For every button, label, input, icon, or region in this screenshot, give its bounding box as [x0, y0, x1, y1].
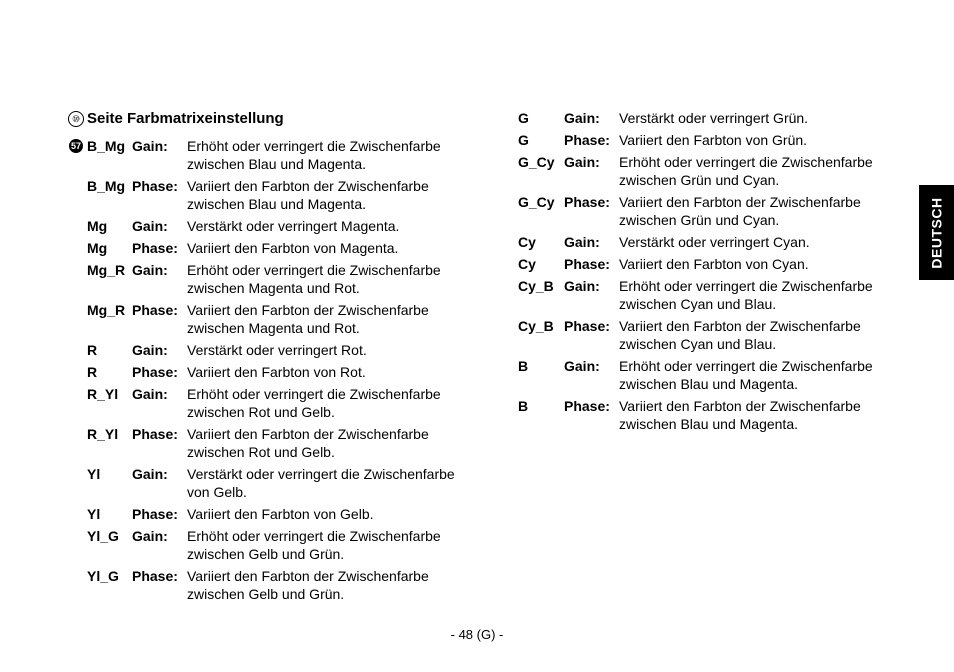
parameter-kind: Phase: — [132, 240, 178, 256]
parameter-code: G — [518, 132, 529, 148]
parameter-code: Cy_B — [518, 318, 554, 334]
parameter-code: B_Mg — [87, 178, 126, 194]
right-parameter-list — [518, 109, 889, 437]
parameter-kind: Phase: — [132, 302, 178, 318]
list-item — [87, 363, 462, 381]
parameter-code: R_Yl — [87, 386, 119, 402]
parameter-description: Variiert den Farbton der Zwischenfarbe zwischen Cyan und Blau. — [619, 318, 861, 352]
parameter-code: Mg_R — [87, 302, 126, 318]
parameter-code: Yl_G — [87, 528, 119, 544]
list-item — [87, 567, 462, 603]
list-item — [518, 317, 889, 353]
list-item — [87, 341, 462, 359]
parameter-description: Erhöht oder verringert die Zwischenfarbe zwischen Rot und Gelb. — [187, 386, 441, 420]
page-number: - 48 (G) - — [450, 627, 504, 642]
parameter-code: Cy — [518, 234, 536, 250]
parameter-kind: Gain: — [564, 154, 600, 170]
parameter-kind: Gain: — [564, 110, 600, 126]
parameter-kind: Gain: — [132, 218, 168, 234]
list-item — [87, 261, 462, 297]
parameter-kind: Gain: — [132, 466, 168, 482]
parameter-kind: Gain: — [132, 342, 168, 358]
parameter-kind: Phase: — [564, 398, 610, 414]
parameter-kind: Gain: — [564, 278, 600, 294]
parameter-kind: Gain: — [132, 386, 168, 402]
parameter-description: Erhöht oder verringert die Zwischenfarbe zwischen Gelb und Grün. — [187, 528, 441, 562]
parameter-description: Verstärkt oder verringert Rot. — [187, 342, 367, 358]
parameter-description: Erhöht oder verringert die Zwischenfarbe zwischen Blau und Magenta. — [619, 358, 873, 392]
parameter-description: Erhöht oder verringert die Zwischenfarbe zwischen Cyan und Blau. — [619, 278, 873, 312]
parameter-code: Cy_B — [518, 278, 554, 294]
parameter-code: Cy — [518, 256, 536, 272]
parameter-code: R_Yl — [87, 426, 119, 442]
parameter-code: Mg — [87, 218, 108, 234]
parameter-description: Verstärkt oder verringert Magenta. — [187, 218, 400, 234]
list-item — [87, 527, 462, 563]
parameter-kind: Gain: — [564, 234, 600, 250]
language-tab-label: DEUTSCH — [928, 196, 945, 269]
parameter-code: B — [518, 398, 529, 414]
parameter-description: Variiert den Farbton von Magenta. — [187, 240, 399, 256]
list-item — [87, 465, 462, 501]
section-title: Seite Farbmatrixeinstellung — [87, 110, 284, 127]
list-item — [87, 301, 462, 337]
list-item — [87, 239, 462, 257]
parameter-kind: Phase: — [564, 194, 610, 210]
parameter-kind: Gain: — [132, 528, 168, 544]
parameter-kind: Gain: — [132, 262, 168, 278]
parameter-code: R — [87, 342, 98, 358]
list-item — [518, 233, 889, 251]
parameter-description: Variiert den Farbton von Grün. — [619, 132, 808, 148]
parameter-code: Mg_R — [87, 262, 126, 278]
parameter-kind: Phase: — [132, 364, 178, 380]
parameter-description: Variiert den Farbton der Zwischenfarbe zwischen Blau und Magenta. — [187, 178, 429, 212]
parameter-kind: Phase: — [132, 178, 178, 194]
parameter-description: Variiert den Farbton der Zwischenfarbe zwischen Blau und Magenta. — [619, 398, 861, 432]
parameter-code: Yl_G — [87, 568, 119, 584]
section-number-badge: ⑩ — [68, 111, 84, 127]
list-item — [518, 109, 889, 127]
parameter-kind: Phase: — [132, 568, 178, 584]
parameter-kind: Gain: — [564, 358, 600, 374]
parameter-code: Yl — [87, 506, 101, 522]
parameter-description: Variiert den Farbton der Zwischenfarbe zwischen Grün und Cyan. — [619, 194, 861, 228]
parameter-code: G_Cy — [518, 154, 555, 170]
parameter-kind: Phase: — [132, 426, 178, 442]
parameter-kind: Phase: — [132, 506, 178, 522]
list-item — [87, 217, 462, 235]
parameter-description: Variiert den Farbton von Cyan. — [619, 256, 809, 272]
list-item — [87, 425, 462, 461]
parameter-code: Mg — [87, 240, 108, 256]
parameter-description: Erhöht oder verringert die Zwischenfarbe zwischen Magenta und Rot. — [187, 262, 441, 296]
parameter-description: Variiert den Farbton der Zwischenfarbe zwischen Magenta und Rot. — [187, 302, 429, 336]
list-item — [518, 131, 889, 149]
parameter-description: Variiert den Farbton der Zwischenfarbe zwischen Rot und Gelb. — [187, 426, 429, 460]
list-item — [518, 193, 889, 229]
list-item — [87, 505, 462, 523]
parameter-code: G_Cy — [518, 194, 555, 210]
list-item — [518, 153, 889, 189]
parameter-code: B_Mg — [87, 138, 126, 154]
list-item — [70, 137, 462, 173]
list-item — [87, 385, 462, 421]
list-item — [518, 255, 889, 273]
language-tab — [919, 185, 954, 280]
left-parameter-list — [70, 137, 462, 607]
parameter-description: Variiert den Farbton von Rot. — [187, 364, 366, 380]
parameter-kind: Phase: — [564, 132, 610, 148]
parameter-description: Erhöht oder verringert die Zwischenfarbe zwischen Blau und Magenta. — [187, 138, 441, 172]
list-item — [87, 177, 462, 213]
parameter-description: Erhöht oder verringert die Zwischenfarbe zwischen Grün und Cyan. — [619, 154, 873, 188]
item-number-marker: 57 — [70, 141, 81, 151]
parameter-description: Verstärkt oder verringert Cyan. — [619, 234, 810, 250]
parameter-description: Verstärkt oder verringert Grün. — [619, 110, 809, 126]
parameter-description: Variiert den Farbton von Gelb. — [187, 506, 374, 522]
parameter-code: B — [518, 358, 529, 374]
parameter-kind: Phase: — [564, 256, 610, 272]
list-item — [518, 277, 889, 313]
parameter-code: R — [87, 364, 98, 380]
parameter-kind: Gain: — [132, 138, 168, 154]
parameter-kind: Phase: — [564, 318, 610, 334]
list-item — [518, 397, 889, 433]
parameter-description: Verstärkt oder verringert die Zwischenfarbe von Gelb. — [187, 466, 455, 500]
parameter-code: Yl — [87, 466, 101, 482]
parameter-description: Variiert den Farbton der Zwischenfarbe zwischen Gelb und Grün. — [187, 568, 429, 602]
section-heading — [68, 110, 284, 127]
list-item — [518, 357, 889, 393]
parameter-code: G — [518, 110, 529, 126]
